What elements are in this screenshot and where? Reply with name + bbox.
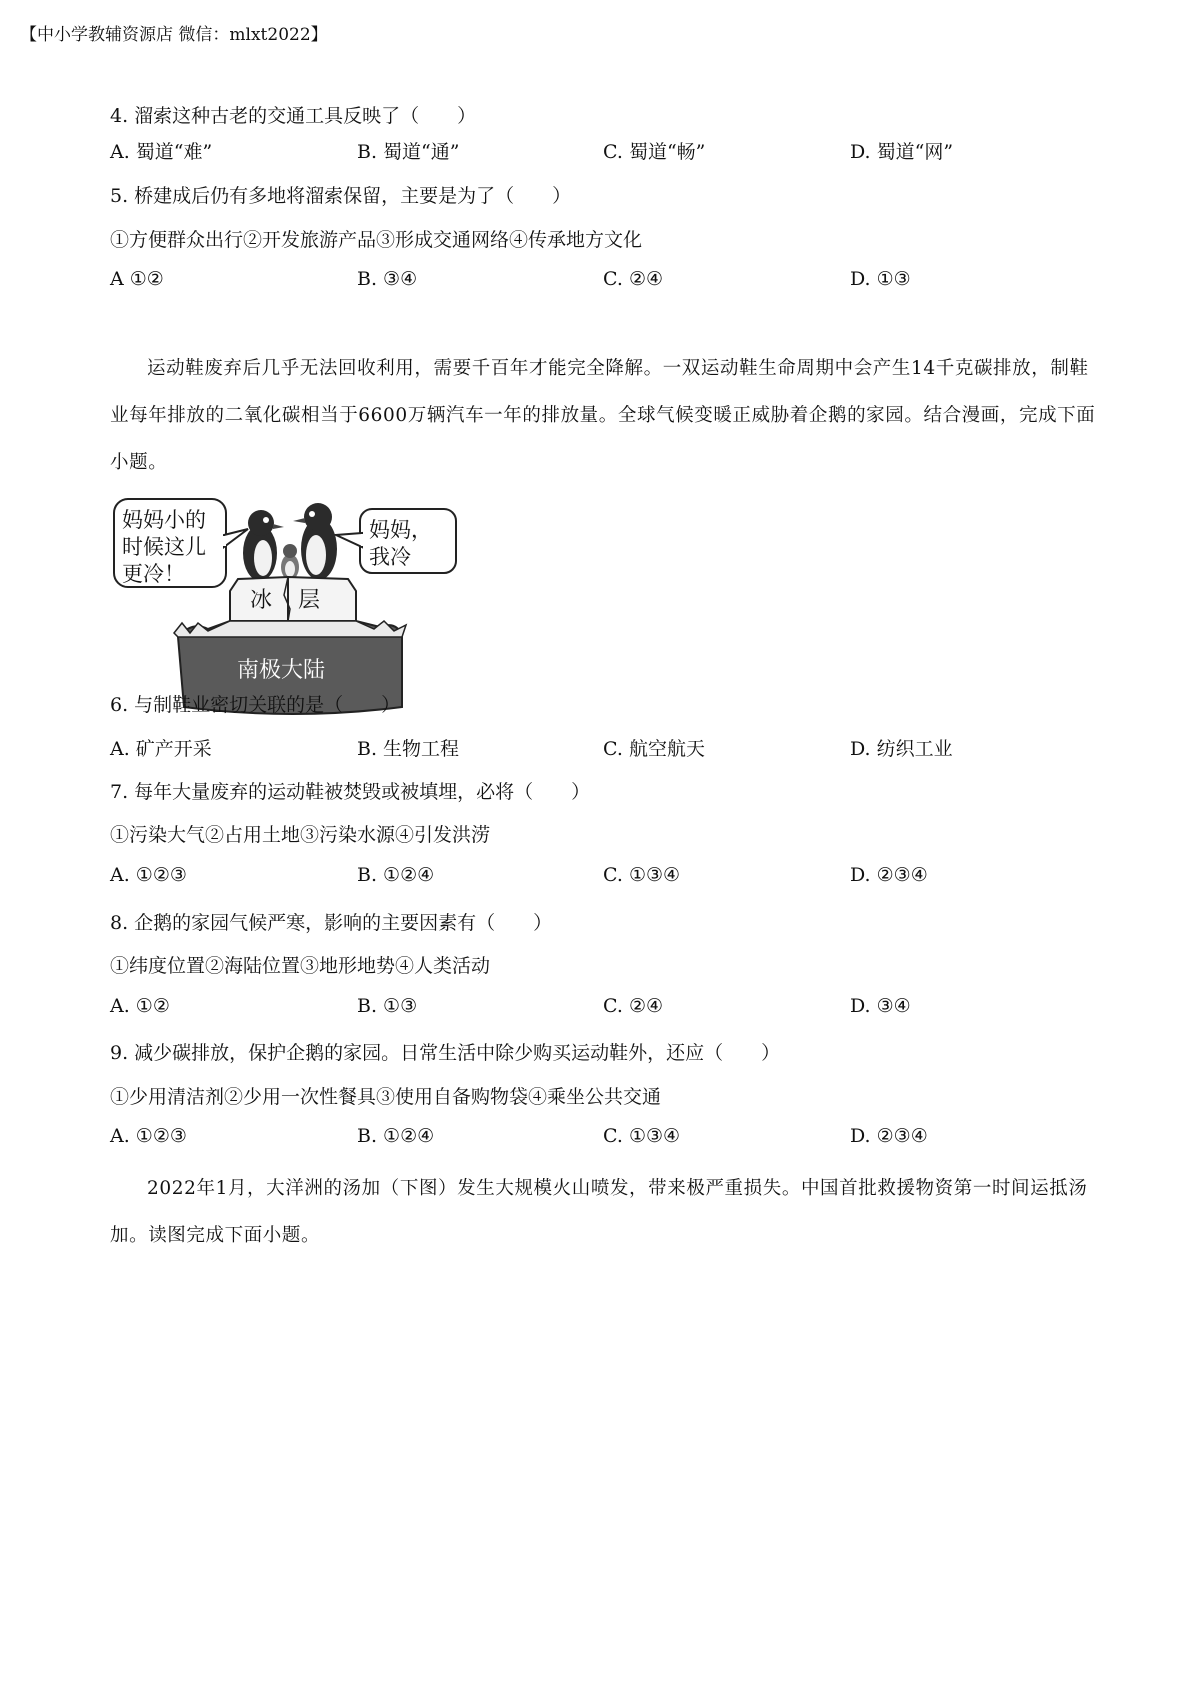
q9-option-b[interactable]: B. ①②④ <box>357 1125 435 1147</box>
q8-options <box>110 995 1090 1025</box>
q5-options <box>110 268 1090 298</box>
q7-items: ①污染大气②占用土地③污染水源④引发洪涝 <box>110 824 491 846</box>
q5-option-a[interactable]: A ①② <box>110 268 164 290</box>
q4-stem: 4. 溜索这种古老的交通工具反映了（ ） <box>110 105 477 127</box>
bubble-left-line-2: 时候这儿 <box>122 535 206 559</box>
penguin-father-icon <box>293 503 337 580</box>
penguin-mother-icon <box>243 510 284 581</box>
q6-option-b[interactable]: B. 生物工程 <box>357 738 460 760</box>
ice-label-right: 层 <box>298 588 321 613</box>
q4-option-b[interactable]: B. 蜀道“通” <box>357 141 460 163</box>
q9-stem: 9. 减少碳排放，保护企鹅的家园。日常生活中除少购买运动鞋外，还应（ ） <box>110 1042 781 1064</box>
q9-option-a[interactable]: A. ①②③ <box>110 1125 187 1147</box>
passage-tonga-text: 2022年1月，大洋洲的汤加（下图）发生大规模火山喷发，带来极严重损失。中国首批救援物资第一时间运抵汤加。读图完成下面小题。 <box>110 1178 1088 1246</box>
q7-option-b[interactable]: B. ①②④ <box>357 864 435 886</box>
q8-option-c[interactable]: C. ②④ <box>603 995 664 1017</box>
q4-option-a[interactable]: A. 蜀道“难” <box>110 141 213 163</box>
q9-option-d[interactable]: D. ②③④ <box>850 1125 928 1147</box>
speech-bubble-right <box>336 509 456 573</box>
passage-shoes-text: 运动鞋废弃后几乎无法回收利用，需要千百年才能完全降解。一双运动鞋生命周期中会产生14千克碳排放，制鞋业每年排放的二氧化碳相当于6600万辆汽车一年的排放量。全球气候变暖正威胁着企鹅的家园。结合漫画，完成下面小题。 <box>110 358 1096 473</box>
continent-label: 南极大陆 <box>237 658 326 683</box>
q6-stem: 6. 与制鞋业密切关联的是（ ） <box>110 694 401 716</box>
q9-items: ①少用清洁剂②少用一次性餐具③使用自备购物袋④乘坐公共交通 <box>110 1086 662 1108</box>
q7-option-a[interactable]: A. ①②③ <box>110 864 187 886</box>
q8-option-b[interactable]: B. ①③ <box>357 995 418 1017</box>
q4-option-c[interactable]: C. 蜀道“畅” <box>603 141 706 163</box>
q6-option-d[interactable]: D. 纺织工业 <box>850 738 953 760</box>
q7-stem: 7. 每年大量废弃的运动鞋被焚毁或被填埋，必将（ ） <box>110 781 591 803</box>
q5-items: ①方便群众出行②开发旅游产品③形成交通网络④传承地方文化 <box>110 229 643 251</box>
q7-option-c[interactable]: C. ①③④ <box>603 864 681 886</box>
bubble-right-line-1: 妈妈， <box>369 518 432 542</box>
q7-option-d[interactable]: D. ②③④ <box>850 864 928 886</box>
q6-option-c[interactable]: C. 航空航天 <box>603 738 705 760</box>
q6-options <box>110 734 1090 764</box>
q8-stem: 8. 企鹅的家园气候严寒，影响的主要因素有（ ） <box>110 912 553 934</box>
bubble-left-line-1: 妈妈小的 <box>122 508 206 532</box>
q8-option-d[interactable]: D. ③④ <box>850 995 911 1017</box>
q8-items: ①纬度位置②海陆位置③地形地势④人类活动 <box>110 955 491 977</box>
ice-layer <box>230 577 356 621</box>
q9-options <box>110 1125 1090 1155</box>
q6-option-a[interactable]: A. 矿产开采 <box>110 738 212 760</box>
passage-tonga <box>110 1165 1100 1259</box>
passage-shoes <box>110 345 1100 486</box>
ice-label-left: 冰 <box>250 588 273 613</box>
bubble-left-line-3: 更冷！ <box>122 562 185 586</box>
q5-stem: 5. 桥建成后仍有多地将溜索保留，主要是为了（ ） <box>110 185 572 207</box>
bubble-right-line-2: 我冷 <box>369 545 411 569</box>
q4-option-d[interactable]: D. 蜀道“网” <box>850 141 954 163</box>
q5-option-b[interactable]: B. ③④ <box>357 268 418 290</box>
q5-option-d[interactable]: D. ①③ <box>850 268 911 290</box>
q7-options <box>110 864 1090 894</box>
speech-bubble-left <box>114 499 248 587</box>
q9-option-c[interactable]: C. ①③④ <box>603 1125 681 1147</box>
q4-options <box>110 137 1090 167</box>
q5-option-c[interactable]: C. ②④ <box>603 268 664 290</box>
page-header: 【中小学教辅资源店 微信：mlxt2022】 <box>20 25 328 45</box>
q8-option-a[interactable]: A. ①② <box>110 995 170 1017</box>
penguin-chick-icon <box>281 544 299 580</box>
